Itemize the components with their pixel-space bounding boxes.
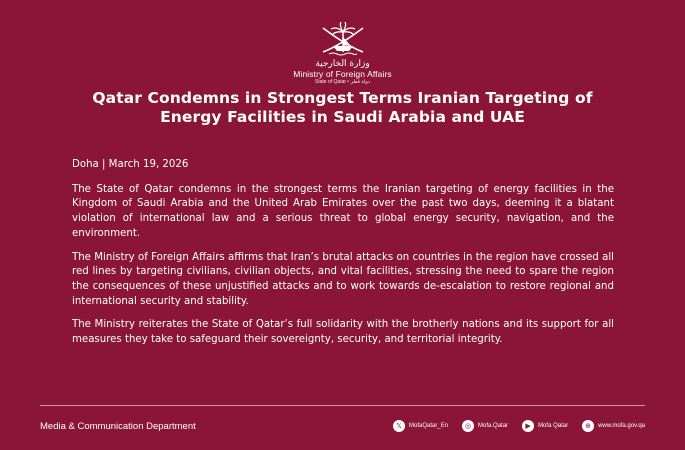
social-links — [393, 420, 645, 432]
social-link-youtube[interactable] — [522, 420, 568, 432]
footer-divider — [40, 405, 645, 406]
article-title: Qatar Condemns in Strongest Terms Iranian Targeting of Energy Facilities in Saudi Arabia and UAE — [92, 89, 593, 126]
footer — [40, 420, 645, 432]
instagram-icon: ◎ — [462, 420, 474, 432]
org-name-english: Ministry of Foreign Affairs — [293, 69, 392, 79]
paragraph-1: The State of Qatar condemns in the strongest terms the Iranian targeting of energy facilities in the Kingdom of Saudi Arabia and the United Arab Emirates over the past two days, deeming it a blatant violation of international law and a serious threat to global energy security, navigation, and the environment. — [72, 183, 614, 239]
social-label: MofaQatar_En — [409, 423, 449, 429]
org-name-arabic: وزارة الخارجية — [315, 59, 370, 69]
department-label: Media & Communication Department — [40, 420, 196, 432]
social-label: Mofa Qatar — [538, 423, 569, 429]
x-icon: 𝕏 — [393, 420, 405, 432]
social-label: Mofa.Qatar — [478, 423, 509, 429]
paragraph-3: The Ministry reiterates the State of Qatar’s full solidarity with the brotherly nations and its support for all measures they take to safeguard their sovereignty, security, and territorial integrity. — [72, 319, 614, 346]
social-link-x[interactable] — [393, 420, 448, 432]
social-label: www.mofa.gov.qa — [598, 423, 645, 429]
globe-icon: ⊕ — [582, 420, 594, 432]
youtube-icon: ▶ — [522, 420, 534, 432]
article-body — [72, 158, 614, 357]
org-subtitle: State of Qatar • دولة قطر — [314, 79, 371, 85]
social-link-instagram[interactable] — [462, 420, 508, 432]
ministry-logo — [0, 22, 685, 86]
dateline: Doha | March 19, 2026 — [72, 159, 189, 170]
qatar-emblem-icon — [313, 22, 373, 58]
paragraph-2: The Ministry of Foreign Affairs affirms that Iran’s brutal attacks on countries in the region have crossed all red lines by targeting civilians, civilian objects, and vital facilities, stressing the need to spare the region the consequences of these unjustified attacks and to work towards de-escalation to restore regional and international security and stability. — [72, 251, 614, 307]
social-link-website[interactable] — [582, 420, 645, 432]
